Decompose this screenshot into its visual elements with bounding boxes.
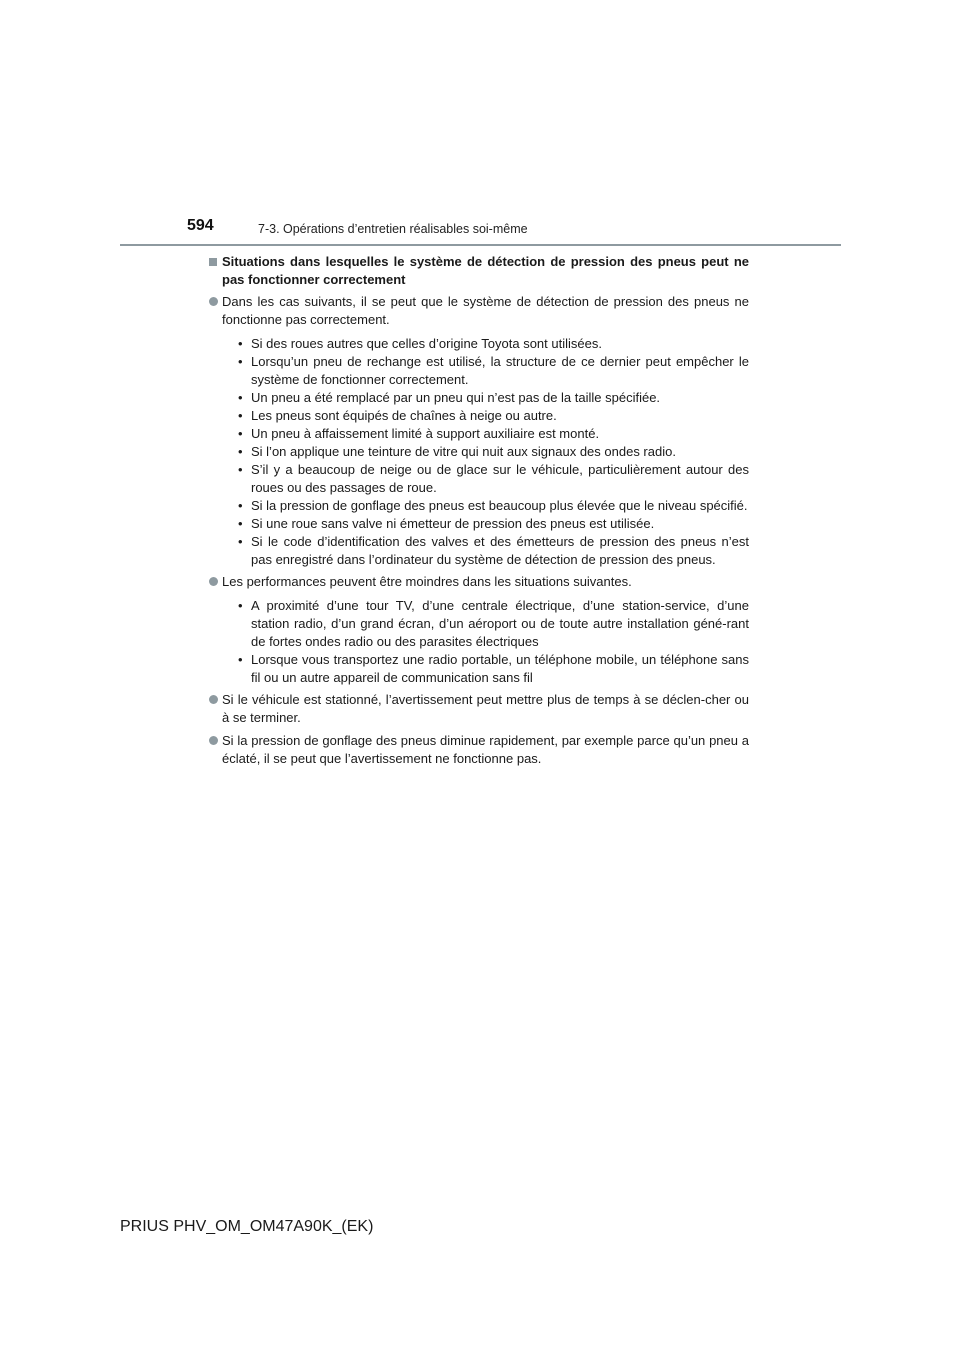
sub-list-item: • Si l’on applique une teinture de vitre qui nuit aux signaux des ondes radio.: [238, 443, 749, 461]
section-heading: [209, 253, 749, 289]
sub-list-item: • Un pneu a été remplacé par un pneu qui n’est pas de la taille spécifiée.: [238, 389, 749, 407]
round-bullet-icon: [209, 297, 218, 306]
list-item: [209, 573, 749, 591]
list-item: [209, 732, 749, 768]
sub-list: [238, 597, 749, 687]
sub-list-item: • Un pneu à affaissement limité à support auxiliaire est monté.: [238, 425, 749, 443]
sub-list: [238, 335, 749, 569]
sub-list-item: • Lorsqu’un pneu de rechange est utilisé, la structure de ce dernier peut empêcher le système de fonctionner correctement.: [238, 353, 749, 389]
list-item: [209, 691, 749, 727]
list-item-text: Les performances peuvent être moindres dans les situations suivantes.: [222, 574, 632, 589]
round-bullet-icon: [209, 736, 218, 745]
list-item: [209, 293, 749, 329]
sub-list-item: • Lorsque vous transportez une radio portable, un téléphone mobile, un téléphone sans fil ou un autre appareil de communication sans fil: [238, 651, 749, 687]
document-footer: PRIUS PHV_OM_OM47A90K_(EK): [120, 1218, 374, 1235]
sub-list-item: • Si des roues autres que celles d’origine Toyota sont utilisées.: [238, 335, 749, 353]
section-heading-text: Situations dans lesquelles le système de détection de pression des pneus peut ne pas fonctionner correctement: [222, 254, 749, 287]
sub-list-item: • Si la pression de gonflage des pneus est beaucoup plus élevée que le niveau spécifié.: [238, 497, 749, 515]
sub-list-item: • A proximité d’une tour TV, d’une centrale électrique, d’une station-service, d’une station radio, d’un grand écran, d’un aéroport ou de toute autre installation géné-rant de fortes ondes radio ou des parasites électriques: [238, 597, 749, 651]
sub-list-item: • Si une roue sans valve ni émetteur de pression des pneus est utilisée.: [238, 515, 749, 533]
round-bullet-icon: [209, 577, 218, 586]
header-divider: [120, 244, 841, 246]
sub-list-item: • Les pneus sont équipés de chaînes à neige ou autre.: [238, 407, 749, 425]
main-content: [209, 253, 749, 768]
sub-list-item: • S’il y a beaucoup de neige ou de glace sur le véhicule, particulièrement autour des roues ou des passages de roue.: [238, 461, 749, 497]
list-item-text: Si le véhicule est stationné, l’avertissement peut mettre plus de temps à se déclen-cher ou à se terminer.: [222, 692, 749, 725]
sub-list-item: • Si le code d’identification des valves et des émetteurs de pression des pneus n’est pas enregistré dans l’ordinateur du système de détection de pression des pneus.: [238, 533, 749, 569]
list-item-text: Dans les cas suivants, il se peut que le système de détection de pression des pneus ne fonctionne pas correctement.: [222, 294, 749, 327]
page-number: 594: [187, 217, 214, 234]
list-item-text: Si la pression de gonflage des pneus diminue rapidement, par exemple parce qu’un pneu a éclaté, il se peut que l’avertissement ne fonctionne pas.: [222, 733, 749, 766]
round-bullet-icon: [209, 695, 218, 704]
square-bullet-icon: [209, 258, 217, 266]
section-title: 7-3. Opérations d’entretien réalisables soi-même: [258, 222, 528, 236]
